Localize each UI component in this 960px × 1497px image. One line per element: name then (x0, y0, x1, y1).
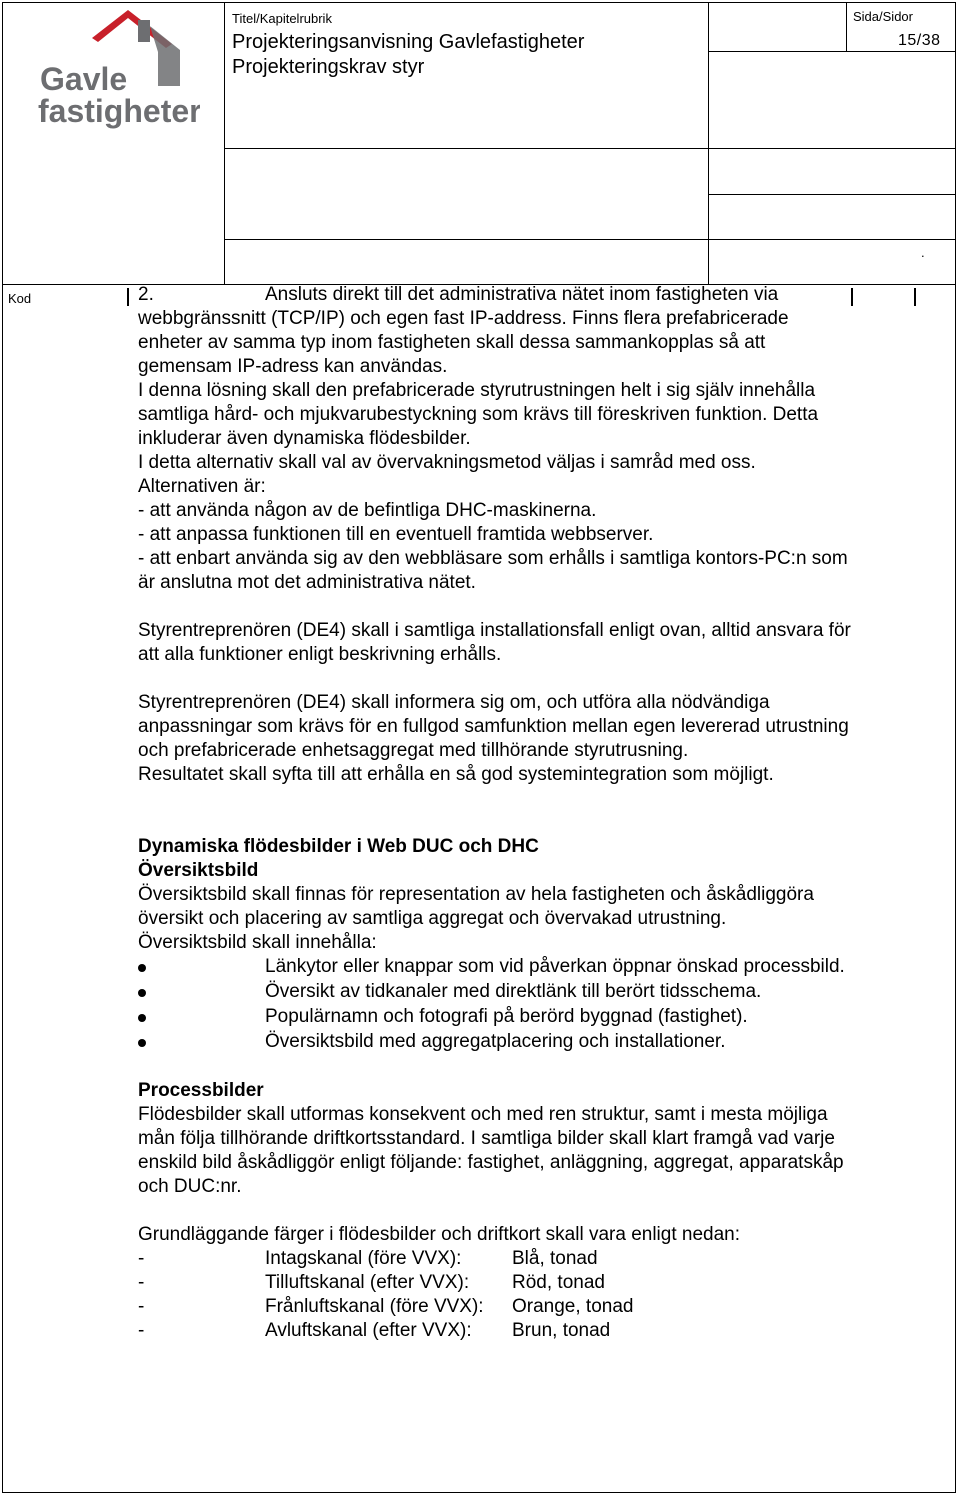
paragraph: Styrentreprenören (DE4) skall informera sig om, och utföra alla nödvändiga anpassningar som krävs för en fullgod samfunktion mellan egen levererad utrustning och prefabricerade enhetsaggregat med tillhörande styrutrusning. (138, 692, 849, 761)
paragraph: Resultatet skall syfta till att erhålla en så god systemintegration som möjligt. (138, 764, 774, 785)
paragraph: Styrentreprenören (DE4) skall i samtliga installationsfall enligt ovan, alltid ansvara för att alla funktioner enligt beskrivning erhålls. (138, 620, 851, 665)
duct-color: Blå, tonad (512, 1248, 598, 1269)
change-bar (127, 288, 129, 306)
color-row (138, 1247, 858, 1271)
alternative-item: - att anpassa funktionen till en eventuell framtida webbserver. (138, 524, 654, 545)
document-title: Projekteringsanvisning Gavlefastigheter (232, 31, 585, 53)
item-first-line: Ansluts direkt till det administrativa nätet inom fastigheten via (265, 284, 779, 305)
kod-label: Kod (8, 291, 32, 306)
duct-color: Brun, tonad (512, 1320, 611, 1341)
subheading-processbilder: Processbilder (138, 1080, 264, 1101)
duct-name: Intagskanal (före VVX): (265, 1248, 462, 1269)
header-divider (224, 239, 956, 240)
bullet-item (138, 1030, 858, 1054)
paragraph: Alternativen är: (138, 476, 266, 497)
alternative-item: - att använda någon av de befintliga DHC-maskinerna. (138, 500, 597, 521)
subheading-oversiktsbild: Översiktsbild (138, 860, 259, 881)
paragraph: webbgränssnitt (TCP/IP) och egen fast IP-address. Finns flera prefabricerade enheter av samma typ inom fastigheten skall dessa sammankopplas så att gemensam IP-adress kan användas. (138, 308, 789, 377)
paragraph: Grundläggande färger i flödesbilder och driftkort skall vara enligt nedan: (138, 1224, 741, 1245)
color-row (138, 1319, 858, 1343)
bullet-item (138, 1005, 858, 1029)
page-label: Sida/Sidor (853, 9, 913, 24)
bullet-item (138, 980, 858, 1004)
bullet-icon (138, 989, 146, 997)
list-intro: Översiktsbild skall innehålla: (138, 932, 377, 953)
dot-mark: . (921, 245, 925, 260)
svg-text:fastigheter: fastigheter (38, 93, 200, 129)
gavle-fastigheter-logo (30, 6, 200, 134)
paragraph: Flödesbilder skall utformas konsekvent och med ren struktur, samt i mesta möjliga mån följa tillhörande driftkortsstandard. I samtliga bilder skall klart framgå vad varje enskild bild åskådliggör enligt följande: fastighet, anläggning, aggregat, apparatskåp och DUC:nr. (138, 1104, 844, 1197)
duct-name: Tilluftskanal (efter VVX): (265, 1272, 470, 1293)
duct-color: Röd, tonad (512, 1272, 605, 1293)
dash: - (138, 1248, 145, 1269)
header-divider (708, 2, 709, 284)
bullet-text: Populärnamn och fotografi på berörd byggnad (fastighet). (265, 1006, 748, 1027)
dash: - (138, 1272, 145, 1293)
alternative-item: - att enbart använda sig av den webbläsare som erhålls i samtliga kontors-PC:n som är anslutna mot det administrativa nätet. (138, 548, 848, 593)
duct-color: Orange, tonad (512, 1296, 634, 1317)
paragraph: Översiktsbild skall finnas för representation av hela fastigheten och åskådliggöra översikt och placering av samtliga aggregat och övervakad utrustning. (138, 884, 814, 929)
bullet-item (138, 955, 858, 979)
paragraph: I denna lösning skall den prefabricerade styrutrustningen helt i sig själv innehålla samtliga hård- och mjukvarubestyckning som krävs till föreskriven funktion. Detta inkluderar även dynamiska flödesbilder. (138, 380, 819, 449)
duct-name: Avluftskanal (efter VVX): (265, 1320, 472, 1341)
bullet-text: Översiktsbild med aggregatplacering och installationer. (265, 1031, 726, 1052)
document-subtitle: Projekteringskrav styr (232, 56, 425, 78)
header-divider (846, 2, 847, 52)
header-divider (224, 2, 225, 284)
bullet-text: Översikt av tidkanaler med direktlänk till berört tidsschema. (265, 981, 762, 1002)
bullet-icon (138, 964, 146, 972)
body-content (138, 283, 858, 1343)
paragraph: I detta alternativ skall val av övervakningsmetod väljas i samråd med oss. (138, 452, 756, 473)
dash: - (138, 1296, 145, 1317)
header-divider (224, 148, 956, 149)
bullet-text: Länkytor eller knappar som vid påverkan öppnar önskad processbild. (265, 956, 845, 977)
duct-name: Frånluftskanal (före VVX): (265, 1296, 484, 1317)
section-heading: Dynamiska flödesbilder i Web DUC och DHC (138, 836, 539, 857)
change-bar (914, 288, 916, 306)
header-divider (708, 51, 956, 52)
dash: - (138, 1320, 145, 1341)
color-row (138, 1295, 858, 1319)
bullet-icon (138, 1039, 146, 1047)
title-label: Titel/Kapitelrubrik (232, 11, 332, 26)
item-number: 2. (138, 284, 154, 305)
svg-text:Gavle: Gavle (40, 61, 128, 97)
bullet-list (138, 955, 858, 1054)
numbered-item (138, 283, 858, 307)
page-number: 15/38 (898, 32, 941, 49)
bullet-icon (138, 1014, 146, 1022)
color-row (138, 1271, 858, 1295)
header-divider (708, 194, 956, 195)
